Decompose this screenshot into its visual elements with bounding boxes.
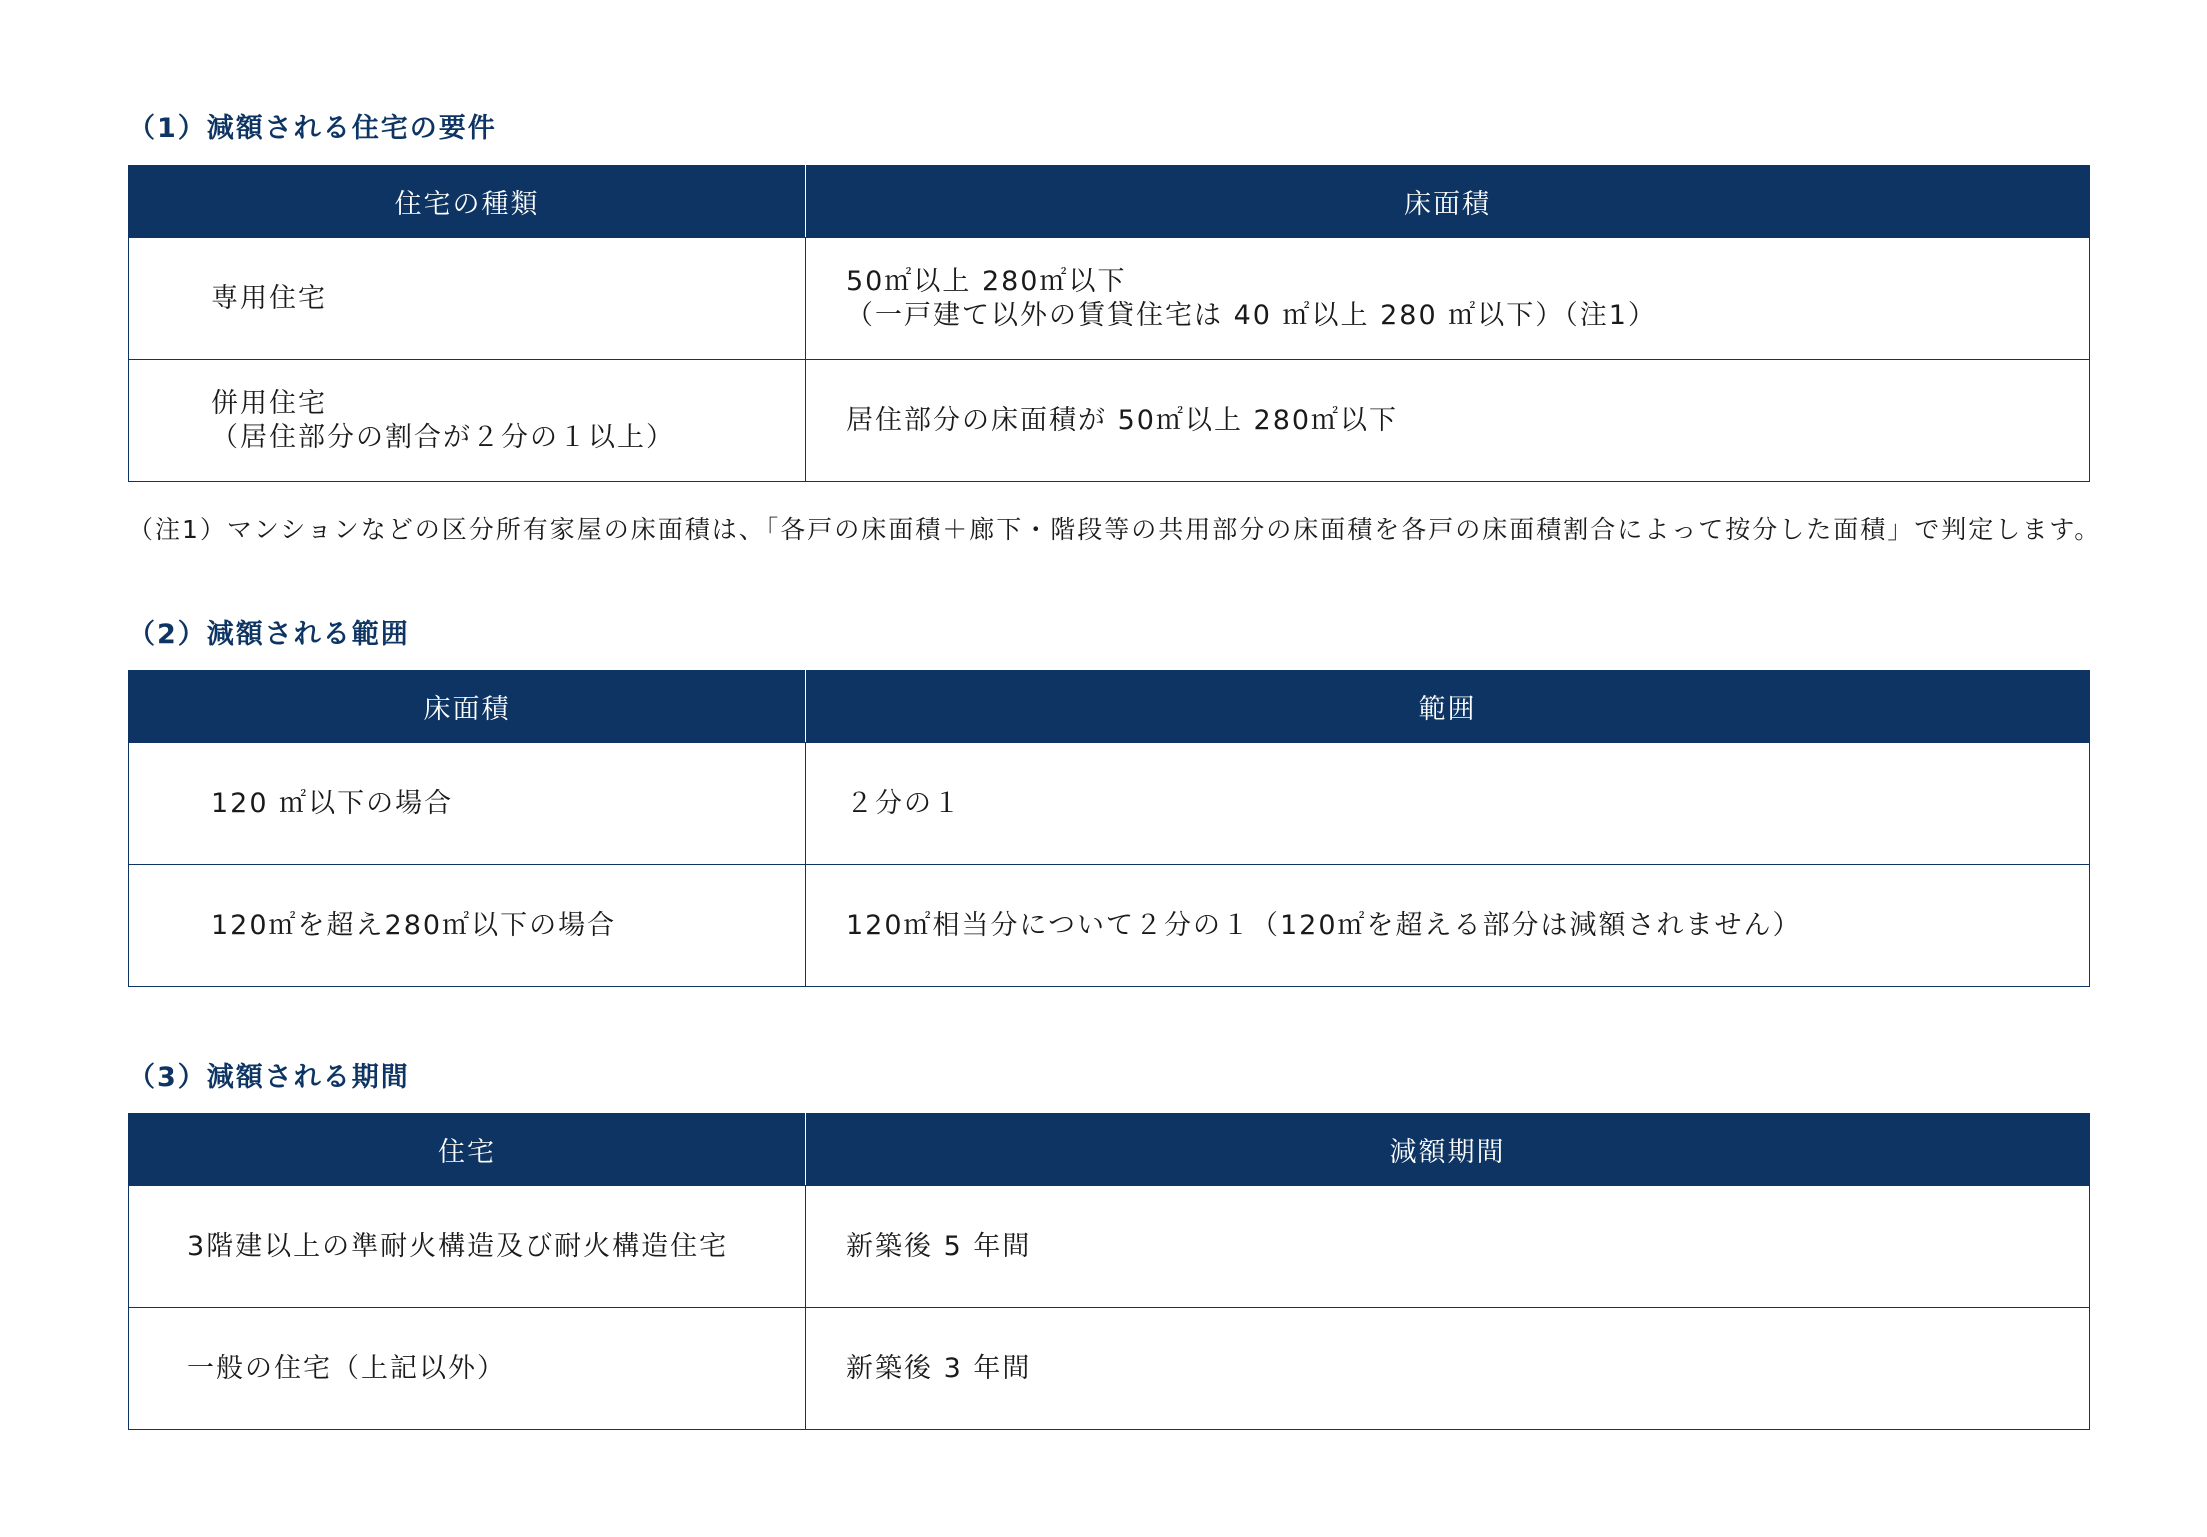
table-header-row (129, 1114, 2090, 1186)
floor-area-cell (806, 238, 2090, 360)
section1-title: （1）減額される住宅の要件 (128, 113, 497, 144)
reduction-range-table (128, 670, 2090, 987)
house-cell (129, 1308, 806, 1430)
table-row (129, 865, 2090, 987)
house-text: 一般の住宅（上記以外） (187, 1352, 506, 1384)
period-cell (806, 1186, 2090, 1308)
floor-area-text: 50㎡以上 280㎡以下 (846, 265, 1127, 297)
period-cell (806, 1308, 2090, 1430)
table-row (129, 1186, 2090, 1308)
reduction-period-table (128, 1113, 2090, 1430)
requirements-table (128, 165, 2090, 482)
header-floor-area: 床面積 (806, 166, 2090, 238)
section2-title: （2）減額される範囲 (128, 619, 410, 650)
house-type-cell (129, 360, 806, 482)
section3-title: （3）減額される期間 (128, 1062, 410, 1093)
house-type-subtext: （居住部分の割合が２分の１以上） (211, 421, 675, 453)
house-type-text: 併用住宅 (211, 387, 327, 419)
table-header-row (129, 671, 2090, 743)
range-text: 120㎡相当分について２分の１（120㎡を超える部分は減額されません） (846, 909, 1802, 941)
header-floor-area: 床面積 (129, 671, 806, 743)
table-header-row (129, 166, 2090, 238)
range-text: ２分の１ (846, 787, 962, 819)
house-type-cell (129, 238, 806, 360)
table-row (129, 360, 2090, 482)
floor-area-text: 居住部分の床面積が 50㎡以上 280㎡以下 (846, 404, 1399, 436)
period-text: 新築後 3 年間 (846, 1352, 1032, 1384)
header-house-type: 住宅の種類 (129, 166, 806, 238)
footnote: （注1）マンションなどの区分所有家屋の床面積は、「各戸の床面積＋廊下・階段等の共用部分の床面積を各戸の床面積割合によって按分した面積」で判定します。 (128, 515, 2102, 544)
house-type-text: 専用住宅 (211, 282, 327, 314)
house-cell (129, 1186, 806, 1308)
period-text: 新築後 5 年間 (846, 1230, 1032, 1262)
floor-area-cell (129, 865, 806, 987)
header-period: 減額期間 (806, 1114, 2090, 1186)
table-row (129, 1308, 2090, 1430)
floor-area-text: 120㎡を超え280㎡以下の場合 (211, 909, 617, 941)
table-row (129, 743, 2090, 865)
header-range: 範囲 (806, 671, 2090, 743)
floor-area-cell (129, 743, 806, 865)
table-row (129, 238, 2090, 360)
floor-area-text: 120 ㎡以下の場合 (211, 787, 454, 819)
header-house: 住宅 (129, 1114, 806, 1186)
house-text: 3階建以上の準耐火構造及び耐火構造住宅 (187, 1230, 729, 1262)
floor-area-subtext: （一戸建て以外の賃貸住宅は 40 ㎡以上 280 ㎡以下）（注1） (846, 299, 1657, 331)
range-cell (806, 865, 2090, 987)
range-cell (806, 743, 2090, 865)
floor-area-cell (806, 360, 2090, 482)
